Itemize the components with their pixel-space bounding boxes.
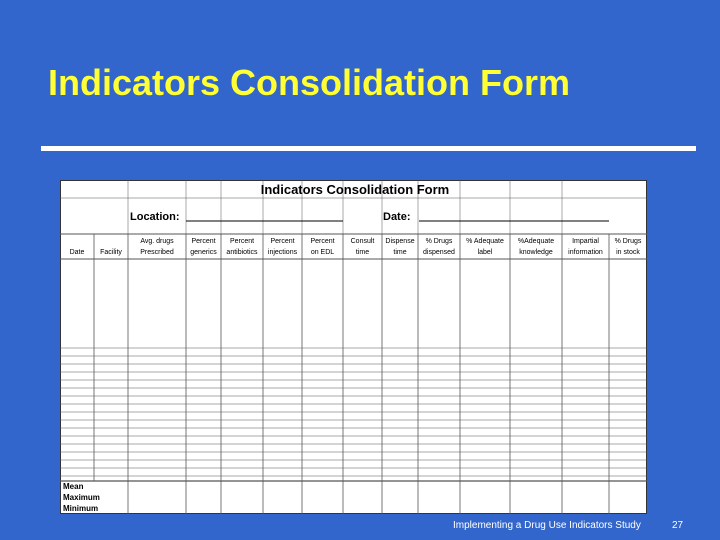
column-header-line2: time <box>355 249 370 256</box>
column-header-line2: in stock <box>616 249 640 256</box>
column-header-line1: Percent <box>229 238 255 245</box>
column-header-line2: on EDL <box>310 249 335 256</box>
form-title: Indicators Consolidation Form <box>260 182 450 197</box>
column-header-line2: Prescribed <box>140 249 174 256</box>
location-label: Location: <box>130 211 180 223</box>
column-header-line1: Percent <box>310 238 335 245</box>
column-header-line1: Avg. drugs <box>140 238 174 245</box>
date-label: Date: <box>383 211 411 223</box>
column-header-line1: % Adequate <box>466 238 504 245</box>
column-header-line2: information <box>568 249 603 256</box>
column-header-line2: injections <box>267 249 298 256</box>
column-header-line1: Percent <box>270 238 295 245</box>
page-number: 27 <box>672 520 684 531</box>
title-underline <box>41 146 696 151</box>
column-headers <box>70 238 642 256</box>
column-header-line1: %Adequate <box>517 238 555 245</box>
column-header-line1: Consult <box>350 238 375 245</box>
column-header-line2: Date <box>69 249 85 256</box>
column-header-line1: Dispense <box>385 238 415 245</box>
column-header-line2: generics <box>190 249 217 256</box>
footer-text: Implementing a Drug Use Indicators Study <box>453 520 641 531</box>
grid-lines <box>60 180 647 514</box>
slide-title: Indicators Consolidation Form <box>48 62 571 103</box>
form-grid <box>60 180 647 514</box>
column-header-line2: Facility <box>100 249 122 256</box>
summary-label: Mean <box>63 482 84 491</box>
column-header-line1: Impartial <box>572 238 599 245</box>
summary-labels <box>63 482 100 513</box>
form-border <box>61 181 647 514</box>
column-header-line1: Percent <box>191 238 216 245</box>
column-header-line2: time <box>393 249 407 256</box>
column-header-line2: antibiotics <box>226 249 258 256</box>
column-header-line2: label <box>477 249 493 256</box>
column-header-line2: knowledge <box>519 249 553 256</box>
column-header-line1: % Drugs <box>614 238 642 245</box>
summary-label: Maximum <box>63 493 100 502</box>
consolidation-form <box>60 180 647 514</box>
summary-label: Minimum <box>63 504 99 513</box>
column-header-line1: % Drugs <box>425 238 453 245</box>
column-header-line2: dispensed <box>423 249 455 256</box>
